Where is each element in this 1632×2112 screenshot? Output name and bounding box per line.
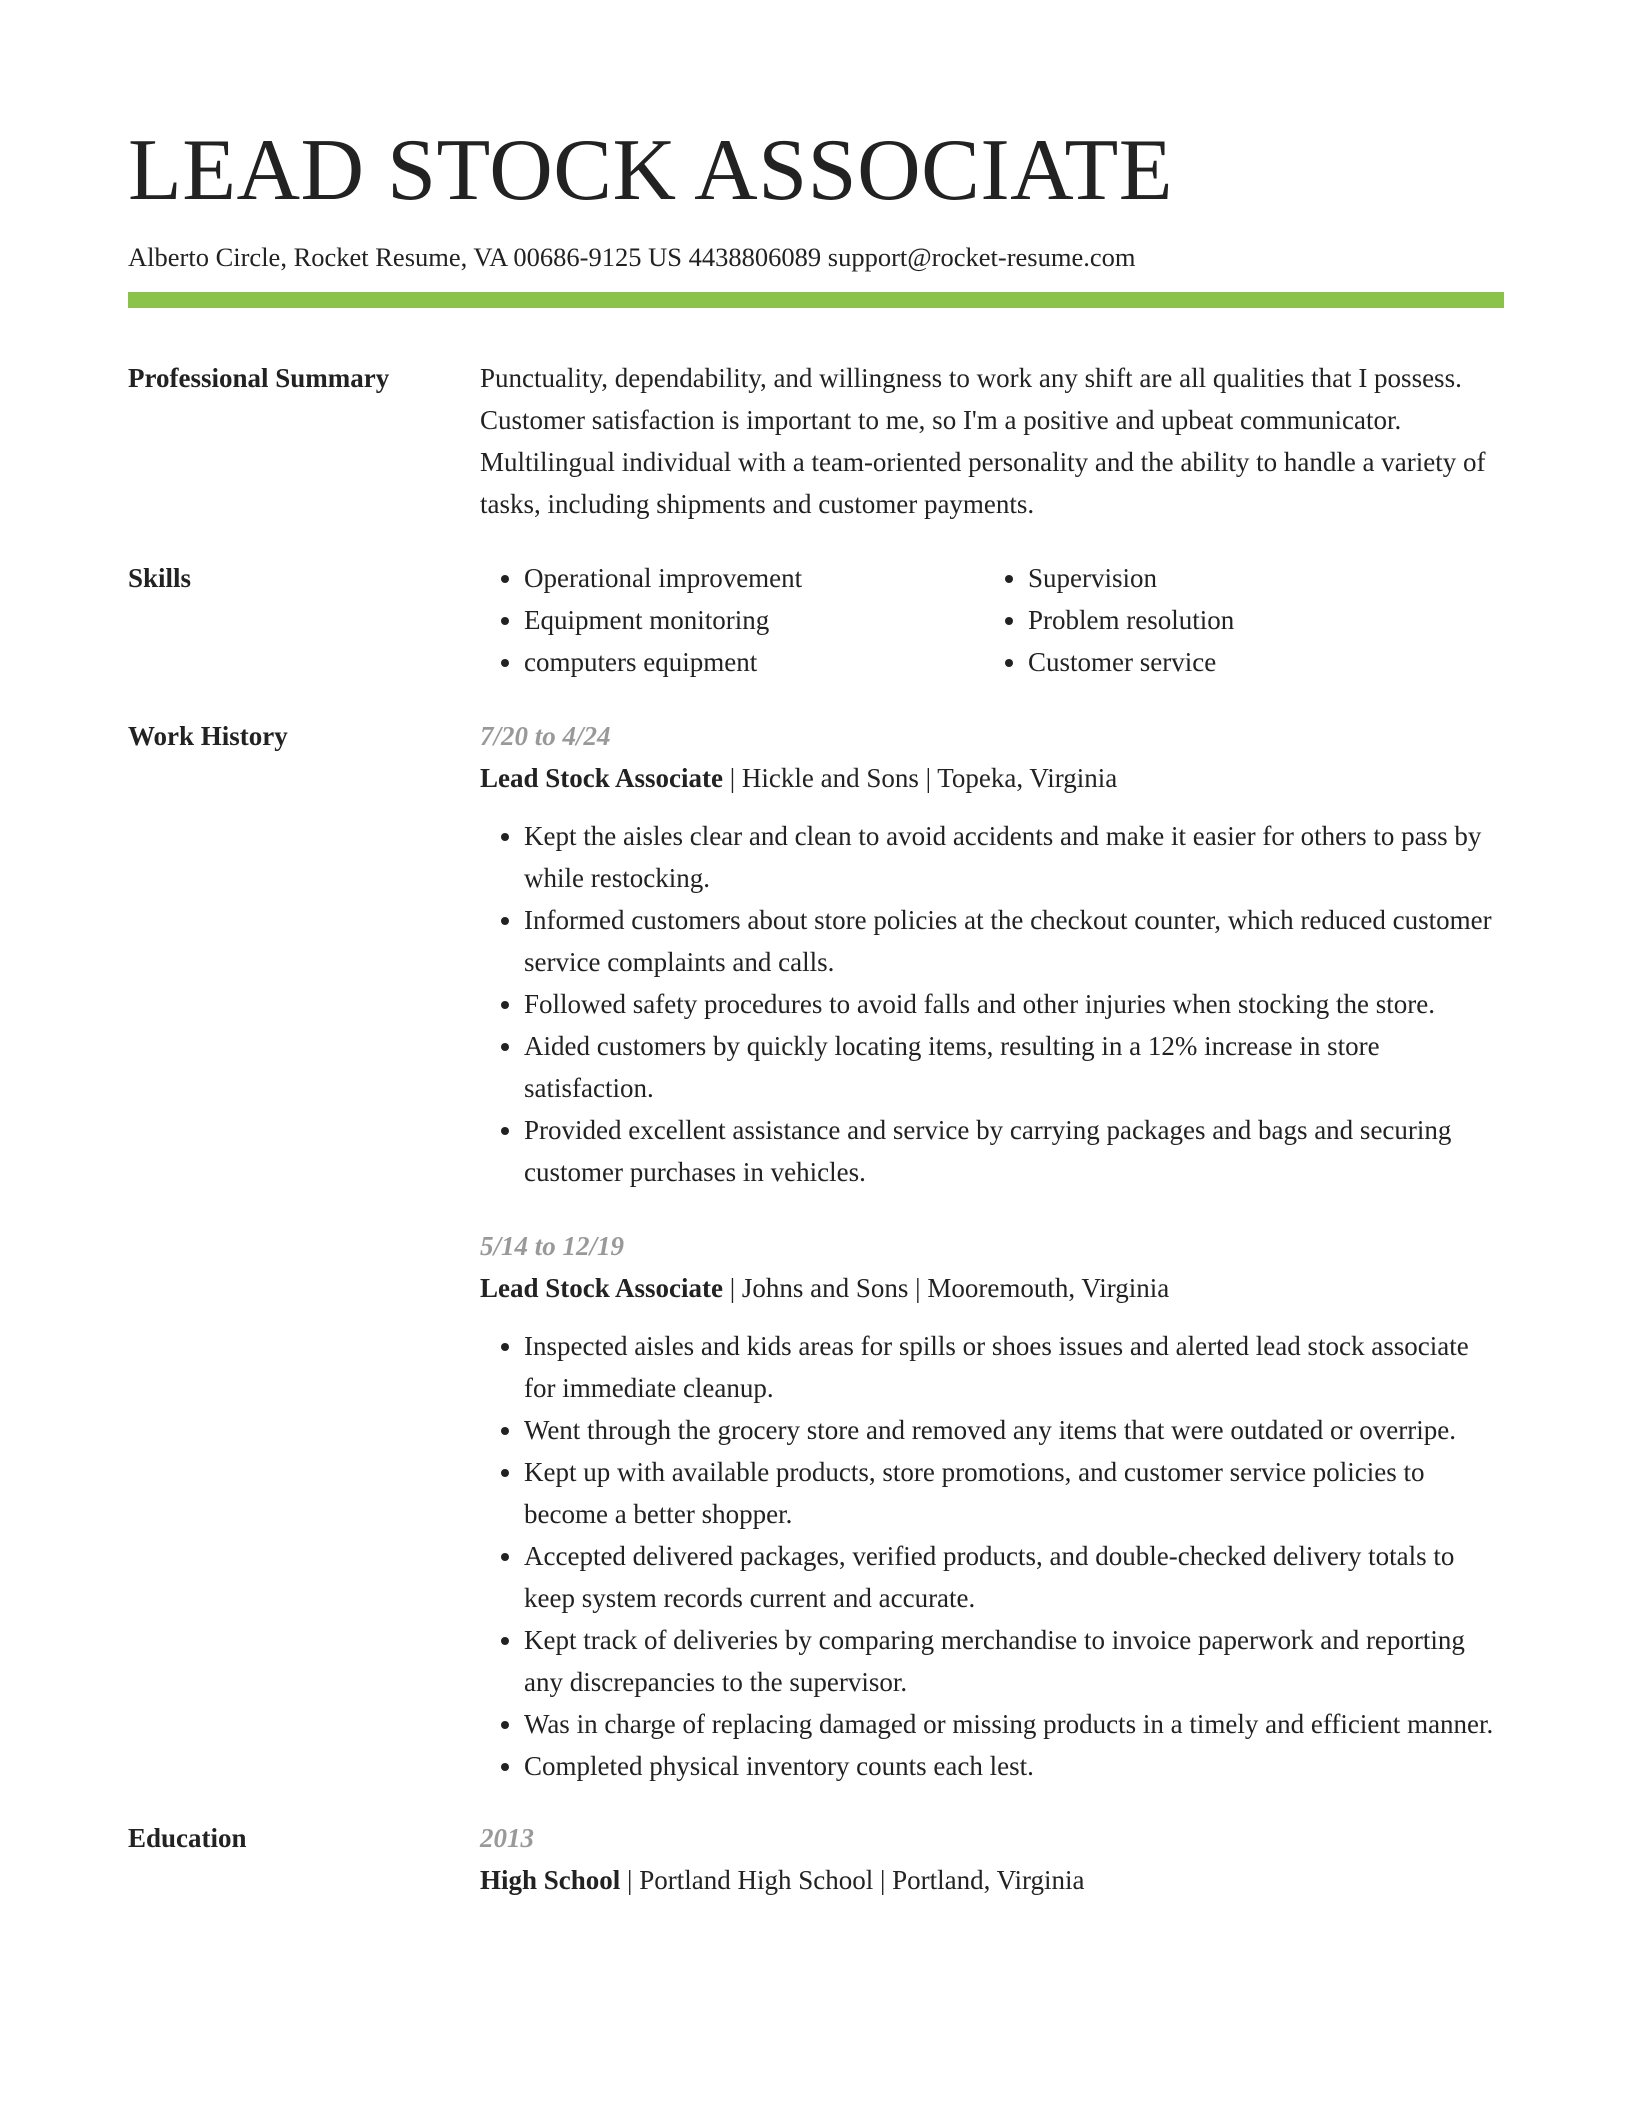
job-bullets [480, 815, 1504, 1193]
resume-name: LEAD STOCK ASSOCIATE [128, 122, 1173, 219]
skills-list-right [984, 557, 1504, 683]
job-bullet: • Kept up with available products, store promotions, and customer service policies to become a better shopper. [524, 1451, 1504, 1535]
education-section [128, 1817, 1504, 1901]
job-bullet: • Provided excellent assistance and service by carrying packages and bags and securing customer purchases in vehicles. [524, 1109, 1504, 1193]
work-history-body [480, 715, 1504, 1787]
skill-item: • Problem resolution [1028, 599, 1504, 641]
education-date: 2013 [480, 1822, 534, 1853]
job-employer-location: | Hickle and Sons | Topeka, Virginia [723, 762, 1118, 793]
skills-grid [480, 557, 1504, 683]
job-bullet: • Informed customers about store policies at the checkout counter, which reduced customer service complaints and calls. [524, 899, 1504, 983]
skills-heading: Skills [128, 562, 192, 593]
education-body [480, 1817, 1504, 1901]
job-entry [480, 715, 1504, 1193]
job-bullet: • Aided customers by quickly locating items, resulting in a 12% increase in store satisfaction. [524, 1025, 1504, 1109]
work-history-heading: Work History [128, 720, 288, 751]
contact-info: Alberto Circle, Rocket Resume, VA 00686-9125 US 4438806089 support@rocket-resume.com [128, 242, 1136, 272]
job-title: Lead Stock Associate [480, 1272, 723, 1303]
job-bullet: • Kept the aisles clear and clean to avoid accidents and make it easier for others to pass by while restocking. [524, 815, 1504, 899]
job-bullet: • Went through the grocery store and removed any items that were outdated or overripe. [524, 1409, 1504, 1451]
job-bullet: • Accepted delivered packages, verified products, and double-checked delivery totals to keep system records current and accurate. [524, 1535, 1504, 1619]
job-bullet: • Completed physical inventory counts each lest. [524, 1745, 1504, 1787]
job-dates: 5/14 to 12/19 [480, 1230, 625, 1261]
skill-item: • computers equipment [524, 641, 984, 683]
job-employer-location: | Johns and Sons | Mooremouth, Virginia [723, 1272, 1170, 1303]
job-bullet: • Followed safety procedures to avoid falls and other injuries when stocking the store. [524, 983, 1504, 1025]
header-divider [128, 292, 1504, 308]
skills-list-left [480, 557, 984, 683]
skills-body [480, 557, 1504, 683]
job-entry [480, 1225, 1504, 1787]
job-bullet: • Kept track of deliveries by comparing merchandise to invoice paperwork and reporting any discrepancies to the supervisor. [524, 1619, 1504, 1703]
education-heading: Education [128, 1822, 247, 1853]
job-bullet: • Was in charge of replacing damaged or missing products in a timely and efficient manner. [524, 1703, 1504, 1745]
education-degree: High School [480, 1864, 621, 1895]
summary-section [128, 357, 1504, 525]
job-bullet: • Inspected aisles and kids areas for spills or shoes issues and alerted lead stock associate for immediate cleanup. [524, 1325, 1504, 1409]
job-bullets [480, 1325, 1504, 1787]
work-history-section [128, 715, 1504, 1787]
job-dates: 7/20 to 4/24 [480, 720, 611, 751]
skill-item: • Operational improvement [524, 557, 984, 599]
job-title-line [480, 757, 1504, 799]
skills-section [128, 557, 1504, 683]
skill-item: • Equipment monitoring [524, 599, 984, 641]
education-school-location: | Portland High School | Portland, Virginia [620, 1864, 1085, 1895]
skill-item: • Supervision [1028, 557, 1504, 599]
job-title-line [480, 1267, 1504, 1309]
education-line [480, 1859, 1504, 1901]
job-title: Lead Stock Associate [480, 762, 723, 793]
skill-item: • Customer service [1028, 641, 1504, 683]
summary-heading: Professional Summary [128, 362, 390, 393]
summary-body [480, 357, 1504, 525]
summary-text: Punctuality, dependability, and willingness to work any shift are all qualities that I possess. Customer satisfaction is important to me, so I'm a positive and upbeat communicator. Multilingual individual with a team-oriented personality and the ability to handle a variety of tasks, including shipments and customer payments. [480, 362, 1486, 519]
